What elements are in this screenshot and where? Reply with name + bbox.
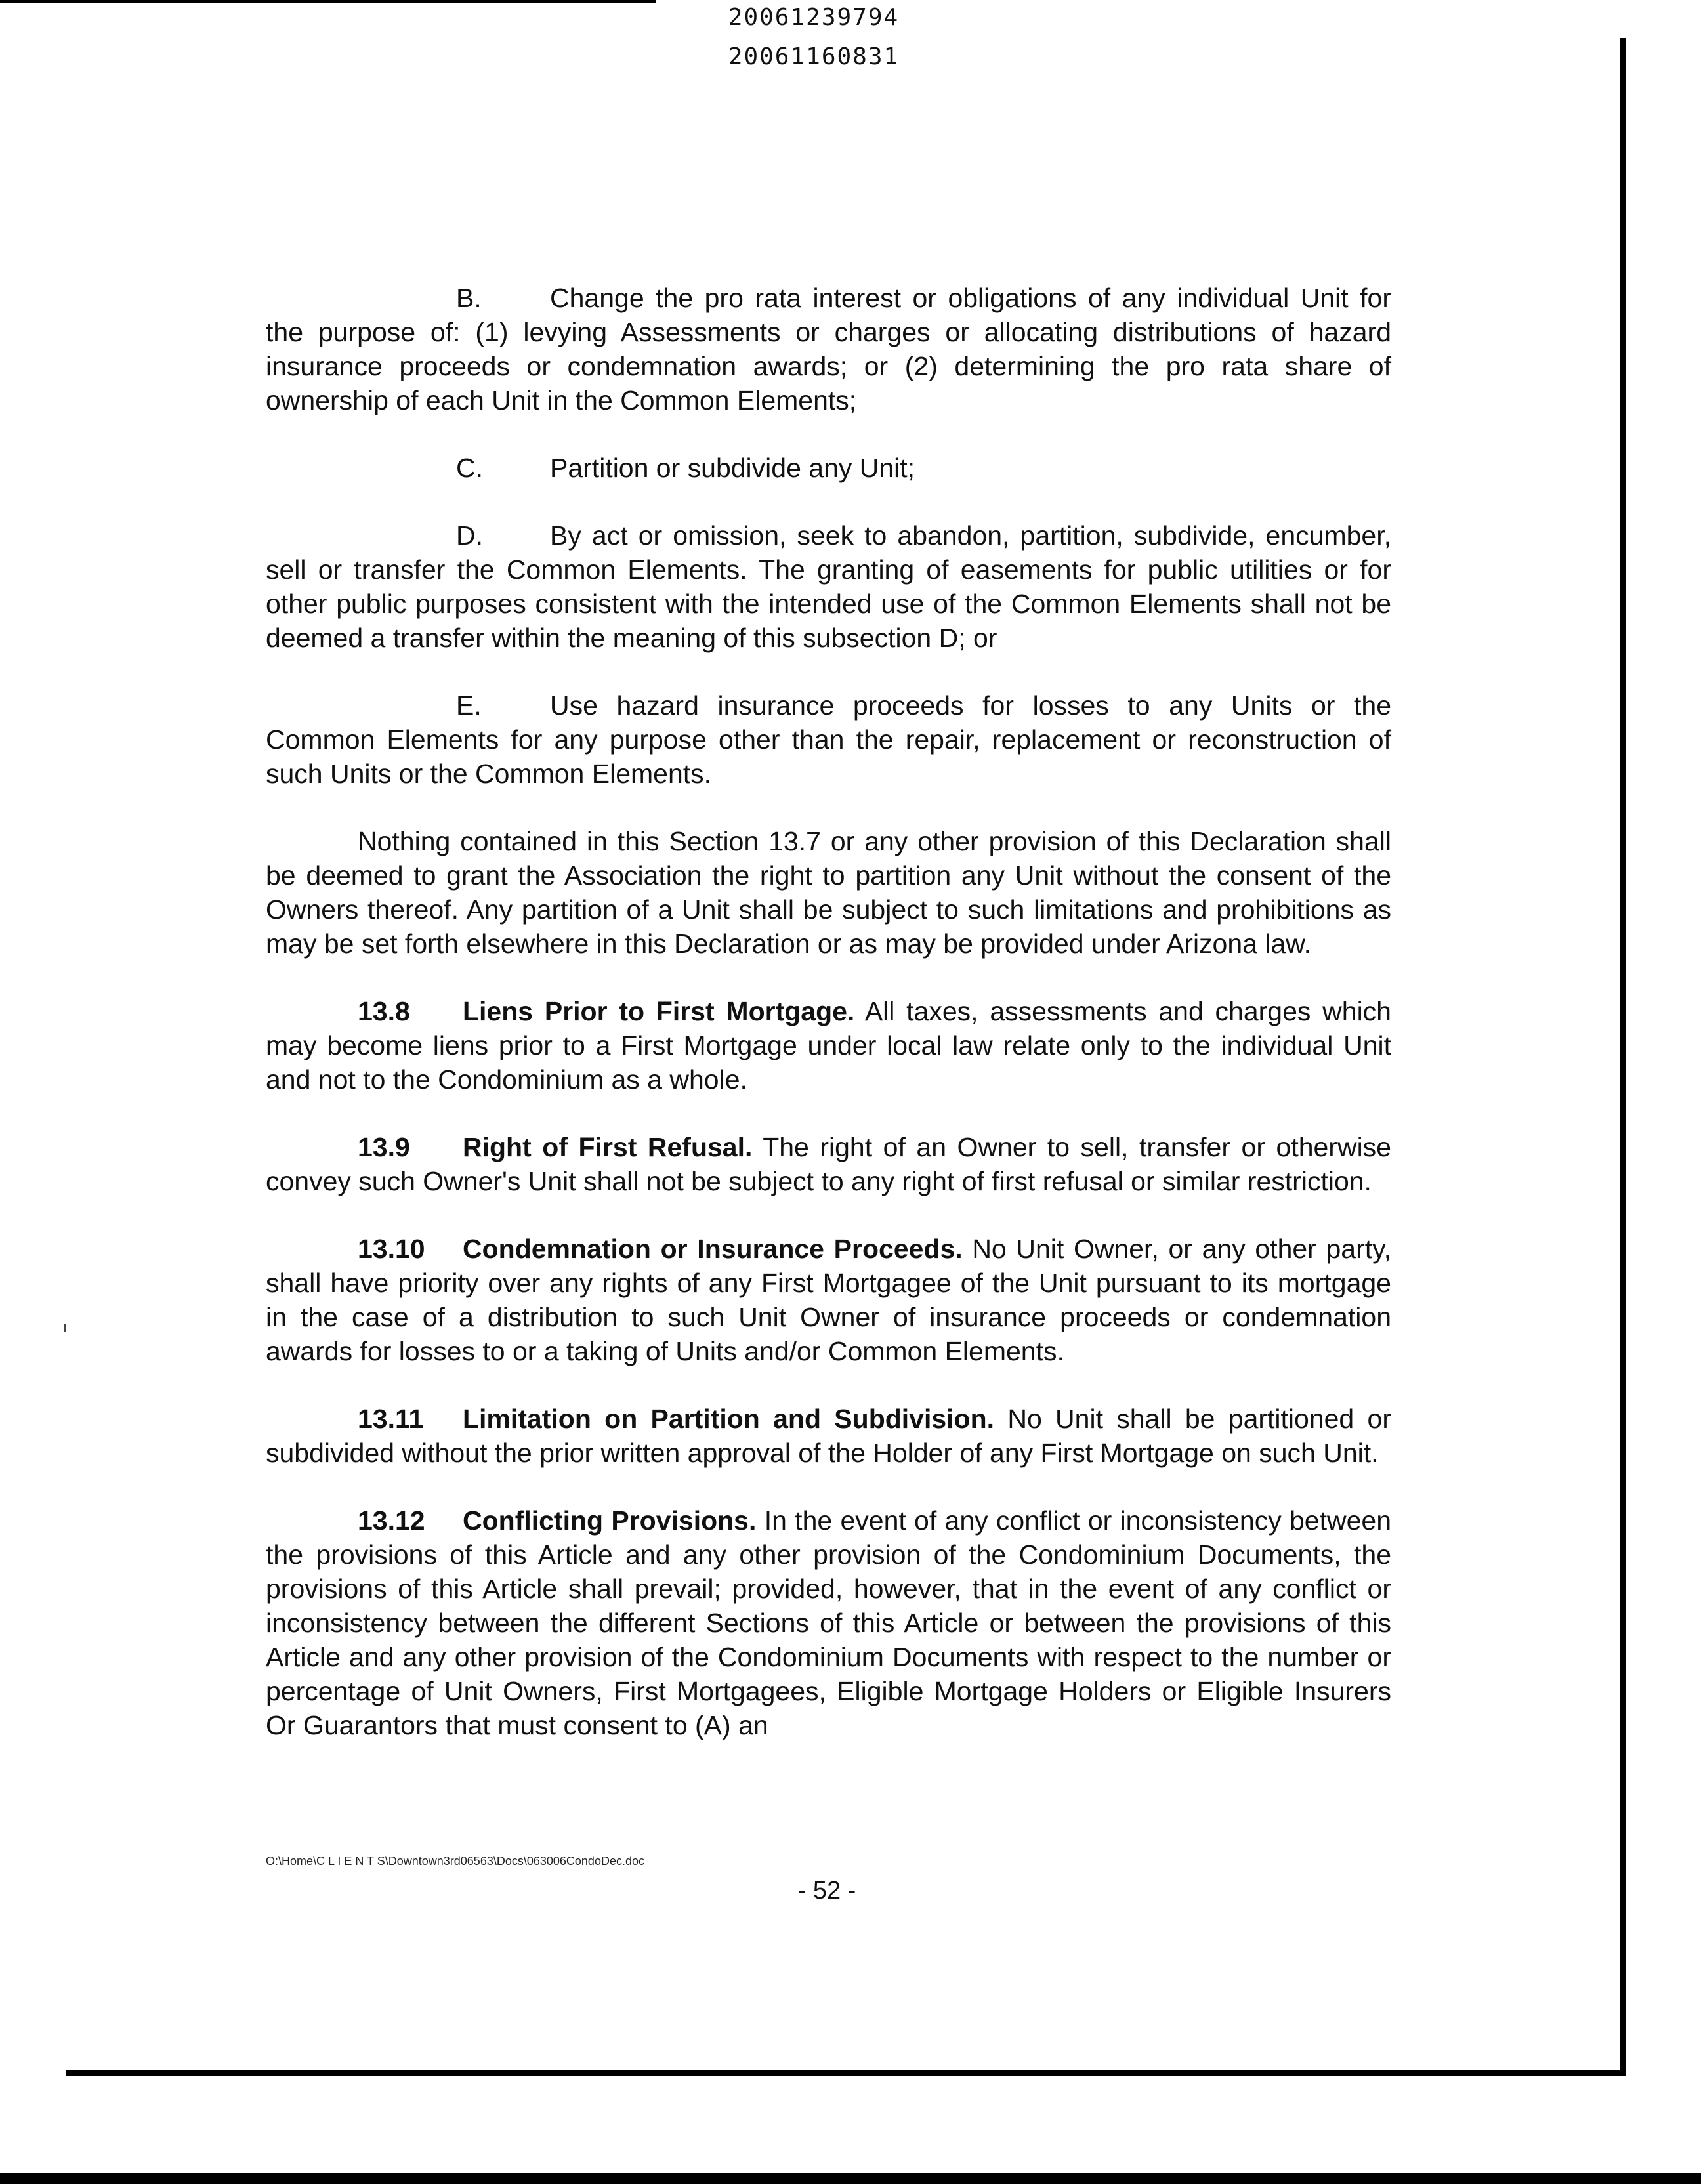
paragraph-d-marker: D.	[456, 520, 483, 551]
paragraph-c	[266, 451, 1391, 485]
paragraph-e	[266, 688, 1391, 791]
paragraph-c-text: Partition or subdivide any Unit;	[550, 453, 915, 483]
section-13-8-number: 13.8	[358, 996, 410, 1026]
paragraph-b-marker: B.	[456, 283, 482, 313]
top-rule	[0, 0, 656, 3]
scan-speck	[64, 1324, 66, 1332]
section-13-8-title: Liens Prior to First Mortgage.	[463, 996, 855, 1026]
section-13-9-number: 13.9	[358, 1132, 410, 1162]
section-13-11	[266, 1402, 1391, 1470]
section-13-10-text: No Unit Owner, or any other party, shall have priority over any rights of any First Mortgagee of the Unit pursuant to its mortgage in the case of a distribution to such Unit Owner of insurance proceeds or condemnation awards for losses to or a taking of Units and/or Common Elements.	[266, 1234, 1391, 1366]
section-13-12-title: Conflicting Provisions.	[463, 1505, 757, 1536]
paragraph-c-marker: C.	[456, 453, 483, 483]
section-13-12-text: In the event of any conflict or inconsistency between the provisions of this Article and any other provision of the Condominium Documents, the provisions of this Article shall prevail; provided, however, that in the event of any conflict or inconsistency between the different Sections of this Article or between the provisions of this Article and any other provision of the Condominium Documents with respect to the number or percentage of Unit Owners, First Mortgagees, Eligible Mortgage Holders or Eligible Insurers Or Guarantors that must consent to (A) an	[266, 1505, 1391, 1740]
paragraph-nothing-contained: Nothing contained in this Section 13.7 or any other provision of this Declaration shall be deemed to grant the Association the right to partition any Unit without the consent of the Owners thereof. Any partition of a Unit shall be subject to such limitations and prohibitions as may be set forth elsewhere in this Declaration or as may be provided under Arizona law.	[266, 826, 1391, 959]
section-13-8-text: All taxes, assessments and charges which may become liens prior to a First Mortgage under local law relate only to the individual Unit and not to the Condominium as a whole.	[266, 996, 1391, 1095]
section-13-9-text: The right of an Owner to sell, transfer or otherwise convey such Owner's Unit shall not be subject to any right of first refusal or similar restriction.	[266, 1132, 1391, 1196]
right-page-border	[1620, 38, 1626, 2075]
bottom-page-border	[66, 2070, 1626, 2076]
section-13-9	[266, 1130, 1391, 1198]
paragraph-b-text: Change the pro rata interest or obligations of any individual Unit for the purpose of: (1) levying Assessments or charges or allocating distributions of hazard insurance proceeds or condemnation awards; or (2) determining the pro rata share of ownership of each Unit in the Common Elements;	[266, 283, 1391, 415]
section-13-11-title: Limitation on Partition and Subdivision.	[463, 1404, 995, 1434]
footer-file-path: O:\Home\C L I E N T S\Downtown3rd06563\Docs\063006CondoDec.doc	[266, 1855, 644, 1868]
page-number: - 52 -	[797, 1877, 856, 1904]
section-13-11-number: 13.11	[358, 1404, 424, 1434]
paragraph-b	[266, 281, 1391, 417]
recording-number-1: 20061239794	[728, 4, 900, 31]
section-13-10	[266, 1232, 1391, 1368]
document-body	[266, 281, 1391, 1776]
section-13-12	[266, 1503, 1391, 1742]
recording-number-2: 20061160831	[728, 43, 900, 70]
section-13-10-title: Condemnation or Insurance Proceeds.	[463, 1234, 963, 1264]
section-13-12-number: 13.12	[358, 1505, 425, 1536]
paragraph-e-marker: E.	[456, 690, 482, 721]
page-edge	[0, 2174, 1701, 2184]
paragraph-e-text: Use hazard insurance proceeds for losses to any Units or the Common Elements for any purpose other than the repair, replacement or reconstruction of such Units or the Common Elements.	[266, 690, 1391, 789]
paragraph-d-text: By act or omission, seek to abandon, partition, subdivide, encumber, sell or transfer the Common Elements. The granting of easements for public utilities or for other public purposes consistent with the intended use of the Common Elements shall not be deemed a transfer within the meaning of this subsection D; or	[266, 520, 1391, 653]
section-13-10-number: 13.10	[358, 1234, 425, 1264]
section-13-9-title: Right of First Refusal.	[463, 1132, 753, 1162]
section-13-8	[266, 994, 1391, 1097]
paragraph-d	[266, 518, 1391, 655]
section-13-11-text: No Unit shall be partitioned or subdivided without the prior written approval of the Holder of any First Mortgage on such Unit.	[266, 1404, 1391, 1468]
